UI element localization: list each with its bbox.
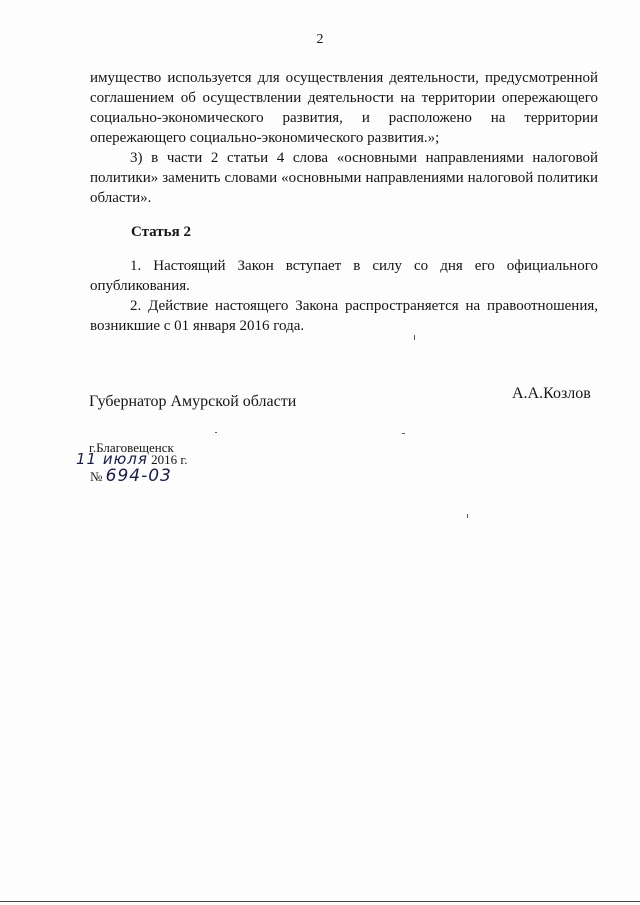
handwritten-number: 694-03 bbox=[105, 466, 172, 486]
number-sign: № bbox=[90, 469, 103, 484]
signer-title: Губернатор Амурской области bbox=[89, 393, 297, 410]
page-number: 2 bbox=[316, 32, 324, 47]
issue-number bbox=[90, 466, 172, 486]
scan-speck bbox=[467, 514, 468, 518]
article-2-text bbox=[90, 256, 598, 336]
scan-speck bbox=[215, 432, 217, 433]
paragraph-property-condition: имущество используется для осуществления деятельности, предусмотренной соглашением об осуществлении деятельности на территории опережающего социально-экономического развития, и расположено на территории опережающего социально-экономического развития.»; bbox=[90, 70, 598, 146]
signer-name: А.А.Козлов bbox=[512, 385, 591, 402]
scan-speck bbox=[402, 433, 405, 434]
issue-year: 2016 г. bbox=[151, 452, 188, 467]
scan-speck bbox=[414, 335, 415, 340]
amendment-text bbox=[90, 68, 598, 208]
handwritten-date: 11 июля bbox=[76, 450, 148, 468]
paragraph-article-2-item-1: 1. Настоящий Закон вступает в силу со дня его официального опубликования. bbox=[90, 258, 598, 294]
page-edge-line bbox=[0, 901, 640, 902]
article-heading: Статья 2 bbox=[131, 224, 191, 240]
paragraph-article-2-item-2: 2. Действие настоящего Закона распространяется на правоотношения, возникшие с 01 января 2016 года. bbox=[90, 298, 598, 334]
issue-place: г.Благовещенск bbox=[89, 440, 174, 455]
paragraph-item-3: 3) в части 2 статьи 4 слова «основными направлениями налоговой политики» заменить словами «основными направлениями налоговой политики области». bbox=[90, 150, 598, 206]
